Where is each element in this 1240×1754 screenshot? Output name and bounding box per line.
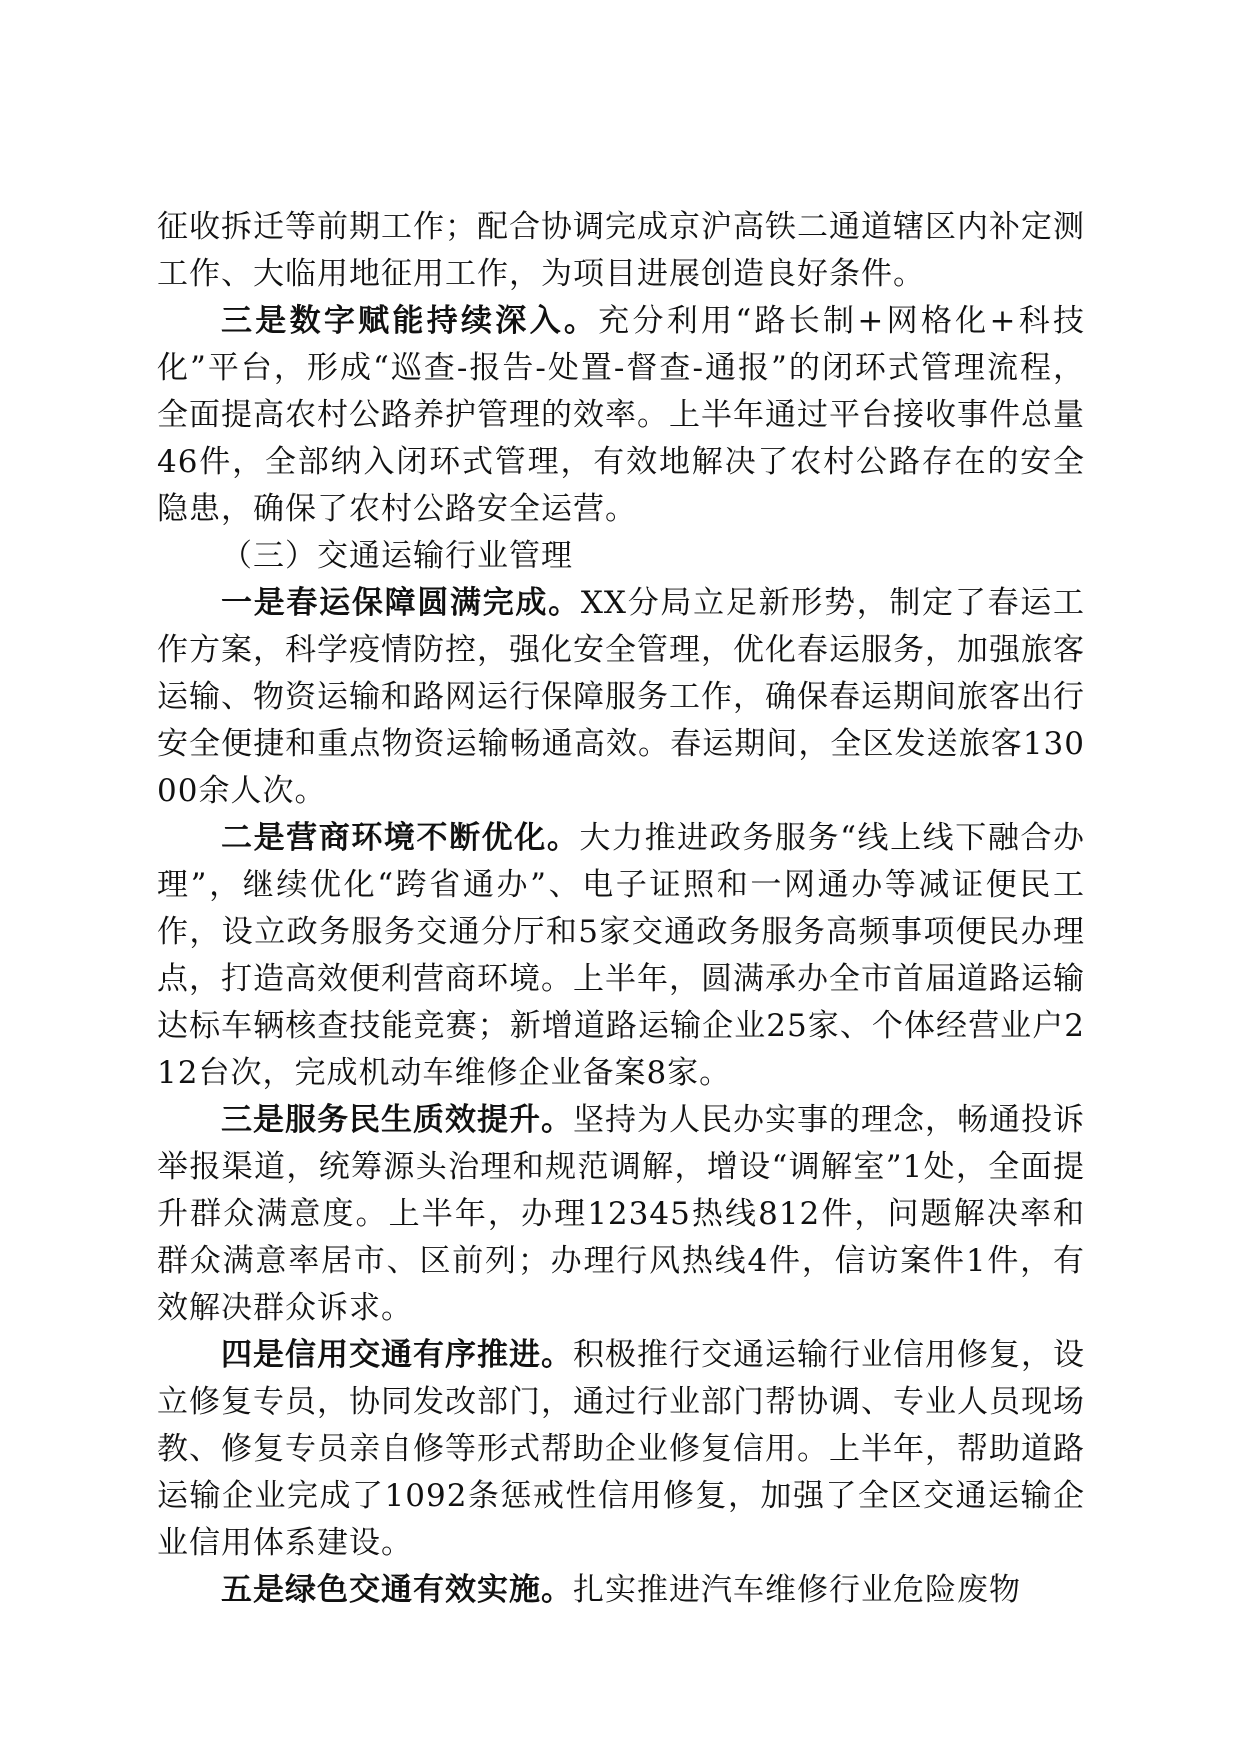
paragraph-text: 大力推进政务服务“线上线下融合办理”，继续优化“跨省通办”、电子证照和一网通办等减证便民工作，设立政务服务交通分厅和5家交通政务服务高频事项便民办理点，打造高效便利营商环境。上半年，圆满承办全市首届道路运输达标车辆核查技能竞赛；新增道路运输企业25家、个体经营业户212台次，完成机动车维修企业备案8家。 [157, 820, 1085, 1091]
paragraph-lead: 三是服务民生质效提升。 [221, 1102, 573, 1138]
paragraph-credit-transport [157, 1332, 1085, 1567]
paragraph-text: 积极推行交通运输行业信用修复，设立修复专员，协同发改部门，通过行业部门帮协调、专业人员现场教、修复专员亲自修等形式帮助企业修复信用。上半年，帮助道路运输企业完成了1092条惩戒性信用修复，加强了全区交通运输企业信用体系建设。 [157, 1337, 1085, 1561]
paragraph-continuation [157, 204, 1085, 298]
paragraph-public-service [157, 1097, 1085, 1332]
paragraph-lead: 五是绿色交通有效实施。 [221, 1572, 573, 1608]
paragraph-spring-festival [157, 580, 1085, 815]
paragraph-text: XX分局立足新形势，制定了春运工作方案，科学疫情防控，强化安全管理，优化春运服务，加强旅客运输、物资运输和路网运行保障服务工作，确保春运期间旅客出行安全便捷和重点物资运输畅通高效。春运期间，全区发送旅客13000余人次。 [157, 585, 1085, 809]
paragraph-lead: 三是数字赋能持续深入。 [221, 303, 599, 339]
paragraph-digital-empowerment [157, 298, 1085, 533]
paragraph-lead: 二是营商环境不断优化。 [221, 820, 580, 856]
paragraph-lead: 四是信用交通有序推进。 [221, 1337, 573, 1373]
section-heading: （三）交通运输行业管理 [221, 538, 573, 574]
paragraph-text: 坚持为人民办实事的理念，畅通投诉举报渠道，统筹源头治理和规范调解，增设“调解室”1处，全面提升群众满意度。上半年，办理12345热线812件，问题解决率和群众满意率居市、区前列；办理行风热线4件，信访案件1件，有效解决群众诉求。 [157, 1102, 1085, 1326]
paragraph-green-transport [157, 1567, 1085, 1614]
document-page [157, 204, 1085, 1614]
paragraph-business-environment [157, 815, 1085, 1097]
paragraph-lead: 一是春运保障圆满完成。 [221, 585, 581, 621]
paragraph-text: 征收拆迁等前期工作；配合协调完成京沪高铁二通道辖区内补定测工作、大临用地征用工作，为项目进展创造良好条件。 [157, 209, 1085, 292]
paragraph-text: 充分利用“路长制+网格化+科技化”平台，形成“巡查-报告-处置-督查-通报”的闭环式管理流程，全面提高农村公路养护管理的效率。上半年通过平台接收事件总量46件，全部纳入闭环式管理，有效地解决了农村公路存在的安全隐患，确保了农村公路安全运营。 [157, 303, 1086, 527]
paragraph-text: 扎实推进汽车维修行业危险废物 [573, 1572, 1021, 1608]
